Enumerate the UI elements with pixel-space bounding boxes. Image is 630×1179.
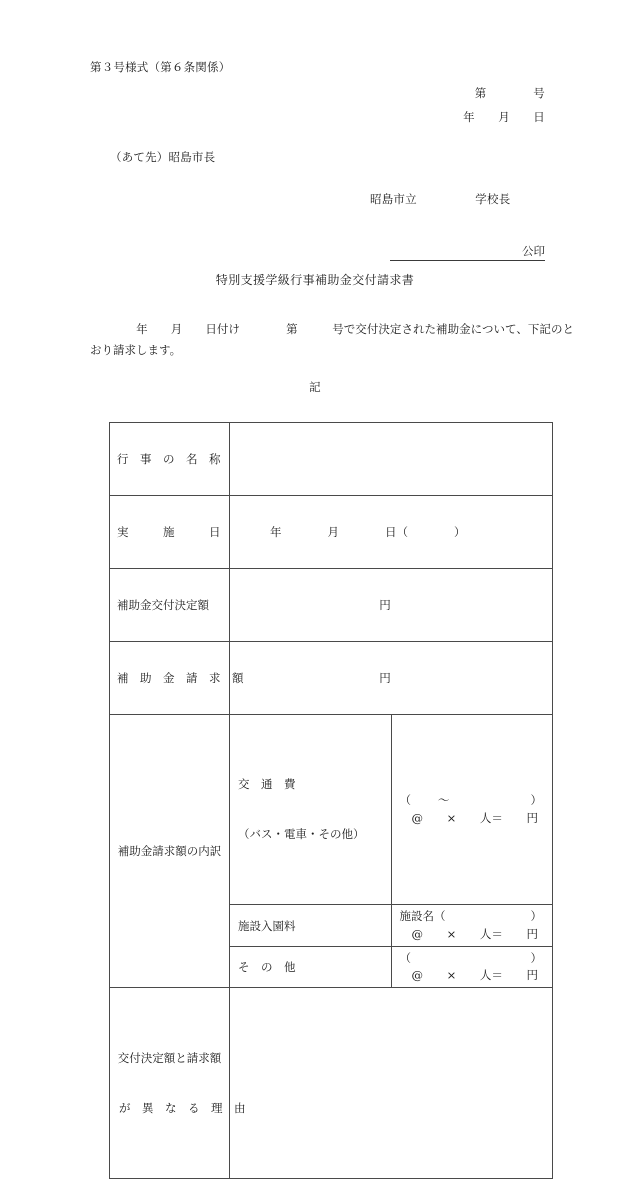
issuer-school-principal: 昭島市立 学校長 <box>370 192 511 206</box>
unit-price-at: @ <box>411 968 423 983</box>
facility-name-label: 施設名（ <box>399 909 446 924</box>
people-equals: 人＝ <box>479 926 503 941</box>
document-date-field: 年 月 日 <box>463 110 545 124</box>
row-label-decided-amount <box>110 569 230 642</box>
paren-close: ） <box>530 950 542 965</box>
sub-label-transport-line2: （バス・電車・その他） <box>238 827 365 842</box>
requested-amount-unit: 円 <box>379 671 391 685</box>
paren-close: ） <box>530 909 542 924</box>
difference-reason-line2: が 異 な る 理 由 <box>119 1100 246 1115</box>
detail-facility-name <box>398 908 545 925</box>
row-label-event-name <box>110 423 230 496</box>
body-paragraph: 年 月 日付け 第 号で交付決定された補助金について、下記のとおり請求します。 <box>90 322 574 358</box>
table-row <box>110 423 553 496</box>
row-label-implementation-date <box>110 496 230 569</box>
range-tilde: 〜 <box>437 793 450 808</box>
multiply-sign: × <box>446 810 457 825</box>
table-row <box>110 496 553 569</box>
row-value-requested-amount[interactable] <box>230 642 553 715</box>
page-title: 特別支援学級行事補助金交付請求書 <box>215 273 415 287</box>
paren-open: （ <box>399 793 411 808</box>
multiply-sign: × <box>446 968 457 983</box>
sub-label-transport-lines <box>238 743 383 876</box>
sub-label-facility-fee: 施設入園料 <box>230 905 392 947</box>
table-row-breakdown-transport <box>110 715 553 905</box>
row-label-breakdown: 補助金請求額の内訳 <box>110 715 230 988</box>
sub-label-transport <box>230 715 392 905</box>
implementation-date-placeholder: 年 月 日（ ） <box>270 525 466 539</box>
official-seal-label: 公印 <box>522 244 545 258</box>
paren-open: （ <box>399 950 411 965</box>
detail-facility-fee[interactable] <box>391 905 553 947</box>
difference-reason-line1: 交付決定額と請求額 <box>117 1050 222 1065</box>
multiply-sign: × <box>446 926 457 941</box>
yen-unit: 円 <box>526 968 538 983</box>
row-label-difference-reason <box>110 988 246 1178</box>
sub-label-transport-line1: 交 通 費 <box>238 777 296 792</box>
row-label-text: 行 事 の 名 称 <box>117 452 221 466</box>
yen-unit: 円 <box>526 926 538 941</box>
row-label-requested-amount <box>110 642 244 715</box>
table-row-reason <box>110 988 553 1178</box>
row-value-decided-amount[interactable] <box>230 569 553 642</box>
unit-price-at: @ <box>411 810 423 825</box>
table-row <box>110 642 553 715</box>
row-value-event-name[interactable] <box>230 423 553 496</box>
detail-transport[interactable] <box>391 715 553 905</box>
detail-transport-formula <box>398 810 545 827</box>
document-number-field: 第 号 <box>474 86 545 100</box>
detail-other-formula <box>398 967 545 984</box>
detail-transport-range <box>398 792 545 809</box>
table-row <box>110 569 553 642</box>
row-value-implementation-date[interactable] <box>230 496 553 569</box>
row-label-text: 実 施 日 <box>117 525 221 539</box>
row-value-difference-reason[interactable] <box>230 988 553 1178</box>
difference-reason-lines <box>117 1016 246 1149</box>
form-number: 第３号様式（第６条関係） <box>90 60 231 74</box>
detail-other-note <box>398 950 545 967</box>
people-equals: 人＝ <box>479 810 503 825</box>
yen-unit: 円 <box>526 810 538 825</box>
row-label-text: 補 助 金 請 求 額 <box>117 671 244 685</box>
detail-other[interactable] <box>391 946 553 988</box>
ki-marker: 記 <box>309 380 321 394</box>
addressee: （あて先）昭島市長 <box>110 150 216 164</box>
sub-label-other: そ の 他 <box>230 946 392 988</box>
people-equals: 人＝ <box>479 968 503 983</box>
official-seal-line <box>390 243 545 261</box>
unit-price-at: @ <box>411 926 423 941</box>
detail-facility-formula <box>398 926 545 943</box>
paren-close: ） <box>530 793 542 808</box>
row-label-text: 補助金交付決定額 <box>117 598 209 612</box>
decided-amount-unit: 円 <box>379 598 391 612</box>
request-form-table <box>109 422 553 1179</box>
